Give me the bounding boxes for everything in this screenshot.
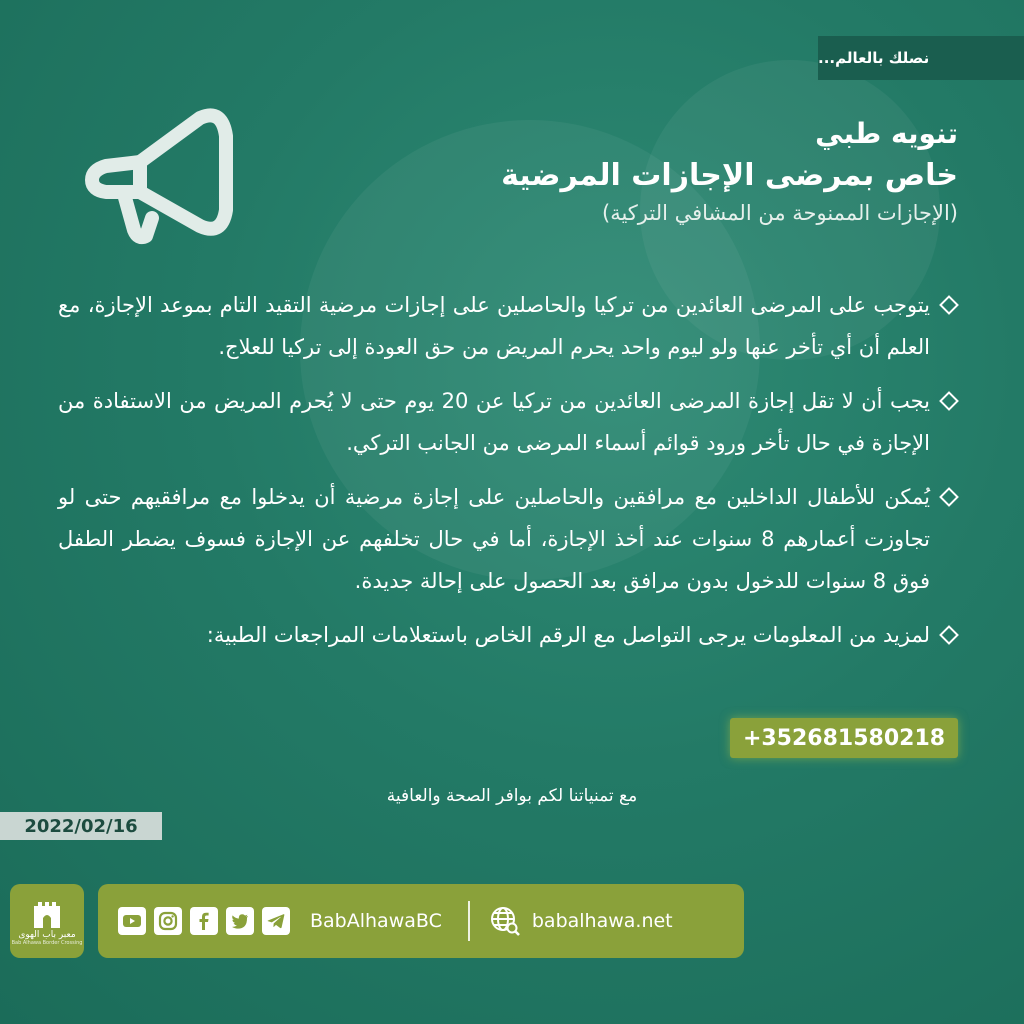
- youtube-icon[interactable]: [118, 907, 146, 935]
- telegram-icon[interactable]: [262, 907, 290, 935]
- list-item: [58, 476, 958, 602]
- date-badge: 2022/02/16: [0, 812, 162, 840]
- bullet-list: [58, 284, 958, 668]
- twitter-icon[interactable]: [226, 907, 254, 935]
- social-bar: [98, 884, 744, 958]
- list-item: [58, 380, 958, 464]
- list-item-text: يجب أن لا تقل إجازة المرضى العائدين من تركيا عن 20 يوم حتى لا يُحرم المريض من الاستفادة من الإجازة في حال تأخر ورود قوائم أسماء المرضى من الجانب التركي.: [58, 389, 930, 455]
- list-item-text: يُمكن للأطفال الداخلين مع مرافقين والحاصلين على إجازة مرضية أن يدخلوا مع مرافقيهم حتى لو تجاوزت أعمارهم 8 سنوات عند أخذ الإجازة، أما في حال تخلفهم عن الإجازة فسوف يضطر الطفل فوق 8 سنوات للدخول بدون مرافق بعد الحصول على إحالة جديدة.: [58, 485, 930, 593]
- list-item: [58, 614, 958, 656]
- list-item-text: يتوجب على المرضى العائدين من تركيا والحاصلين على إجازات مرضية التقيد التام بموعد الإجازة، مع العلم أن أي تأخر عنها ولو ليوم واحد يحرم المريض من حق العودة إلى تركيا للعلاج.: [58, 293, 930, 359]
- logo-subtitle: Bab Alhawa Border Crossing: [11, 939, 83, 946]
- diamond-bullet-icon: [939, 625, 959, 645]
- gate-logo-icon: [30, 896, 64, 930]
- logo-name: معبر باب الهوى: [18, 929, 76, 940]
- list-item-text: لمزيد من المعلومات يرجى التواصل مع الرقم الخاص باستعلامات المراجعات الطبية:: [206, 623, 930, 647]
- title-block: [318, 114, 958, 228]
- page-note: (الإجازات الممنوحة من المشافي التركية): [602, 201, 958, 225]
- divider: [468, 901, 470, 941]
- page-subtitle: خاص بمرضى الإجازات المرضية: [501, 158, 958, 193]
- phone-number[interactable]: +352681580218: [730, 718, 958, 758]
- page-title: تنويه طبي: [815, 117, 958, 150]
- instagram-icon[interactable]: [154, 907, 182, 935]
- closing-wishes: مع تمنياتنا لكم بوافر الصحة والعافية: [386, 786, 638, 806]
- logo: [10, 884, 84, 958]
- diamond-bullet-icon: [939, 295, 959, 315]
- social-handle[interactable]: BabAlhawaBC: [310, 910, 442, 932]
- diamond-bullet-icon: [939, 391, 959, 411]
- website-link[interactable]: babalhawa.net: [531, 910, 673, 932]
- diamond-bullet-icon: [939, 487, 959, 507]
- facebook-icon[interactable]: [190, 907, 218, 935]
- megaphone-icon: [80, 100, 240, 250]
- tagline: نصلك بالعالم...: [818, 36, 1024, 80]
- globe-icon: [488, 904, 522, 938]
- list-item: [58, 284, 958, 368]
